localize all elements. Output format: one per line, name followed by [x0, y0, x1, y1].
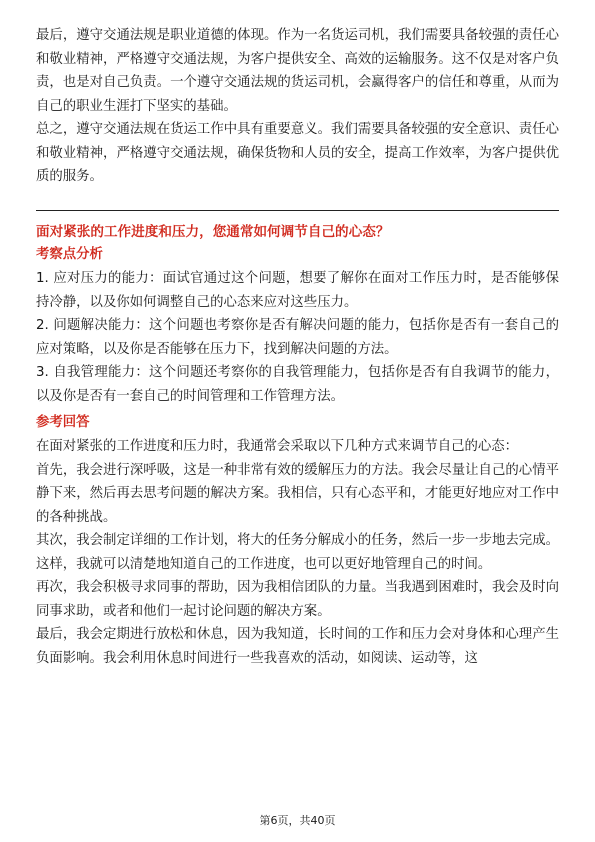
analysis-heading: 考察点分析: [36, 247, 103, 262]
question-heading: 面对紧张的工作进度和压力，您通常如何调节自己的心态？: [36, 223, 390, 240]
analysis-item: 2. 问题解决能力：这个问题也考察你是否有解决问题的能力，包括你是否有一套自己的应对策略，以及你是否能够在压力下，找到解决问题的方法。: [36, 318, 559, 357]
intro-paragraph: 最后，遵守交通法规是职业道德的体现。作为一名货运司机，我们需要具备较强的责任心和敬业精神，严格遵守交通法规，为客户提供安全、高效的运输服务。这不仅是对客户负责，也是对自己负责。一个遵守交通法规的货运司机，会赢得客户的信任和尊重，从而为自己的职业生涯打下坚实的基础。: [36, 28, 559, 114]
answer-paragraph: 最后，我会定期进行放松和休息，因为我知道，长时间的工作和压力会对身体和心理产生负面影响。我会利用休息时间进行一些我喜欢的活动，如阅读、运动等，这: [36, 627, 559, 666]
answer-paragraph: 再次，我会积极寻求同事的帮助，因为我相信团队的力量。当我遇到困难时，我会及时向同事求助，或者和他们一起讨论问题的解决方案。: [36, 580, 559, 619]
document-page: [36, 24, 559, 670]
analysis-item: 1. 应对压力的能力：面试官通过这个问题，想要了解你在面对工作压力时，是否能够保持冷静，以及你如何调整自己的心态来应对这些压力。: [36, 271, 559, 310]
answer-paragraph: 其次，我会制定详细的工作计划，将大的任务分解成小的任务，然后一步一步地去完成。这样，我就可以清楚地知道自己的工作进度，也可以更好地管理自己的时间。: [36, 533, 559, 572]
answer-paragraph: 首先，我会进行深呼吸，这是一种非常有效的缓解压力的方法。我会尽量让自己的心情平静下来，然后再去思考问题的解决方案。我相信，只有心态平和，才能更好地应对工作中的各种挑战。: [36, 462, 559, 525]
answer-paragraph: 在面对紧张的工作进度和压力时，我通常会采取以下几种方式来调节自己的心态：: [36, 439, 519, 454]
analysis-item: 3. 自我管理能力：这个问题还考察你的自我管理能力，包括你是否有自我调节的能力，以及你是否有一套自己的时间管理和工作管理方法。: [36, 365, 559, 404]
answer-heading: 参考回答: [36, 415, 90, 430]
page-number: 第6页，共40页: [259, 814, 336, 827]
section-divider: [36, 210, 559, 211]
intro-paragraph: 总之，遵守交通法规在货运工作中具有重要意义。我们需要具备较强的安全意识、责任心和敬业精神，严格遵守交通法规，确保货物和人员的安全，提高工作效率，为客户提供优质的服务。: [36, 122, 559, 184]
